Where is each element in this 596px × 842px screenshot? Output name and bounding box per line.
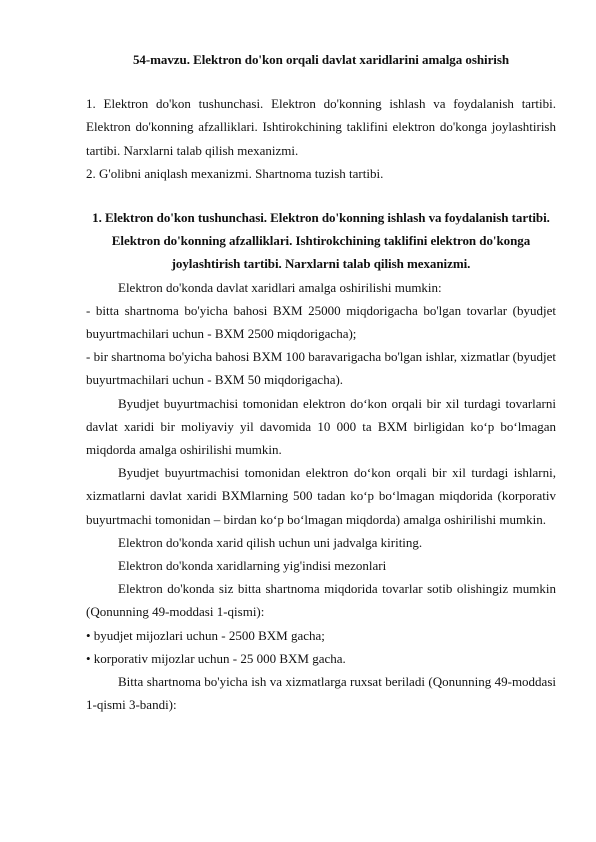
paragraph-schedule: Elektron do'konda xarid qilish uchun uni jadvalga kiriting. (118, 534, 423, 550)
bullet-budget-clients: • byudjet mijozlari uchun - 2500 BXM gacha; (86, 627, 325, 643)
paragraph-criteria: Elektron do'konda xaridlarning yig'indisi mezonlari (118, 558, 387, 574)
paragraph-contract-goods: Elektron do'konda siz bitta shartnoma miqdorida tovarlar sotib olishingiz mumkin (Qonunning 49-moddasi 1-qismi): (86, 581, 556, 620)
paragraph-contract-works: Bitta shartnoma bo'yicha ish va xizmatlarga ruxsat beriladi (Qonunning 49-moddasi 1-qismi 3-bandi): (86, 674, 556, 713)
paragraph-dash-works: - bir shartnoma bo'yicha bahosi BXM 100 baravarigacha bo'lgan ishlar, xizmatlar (byudjet buyurtmachilari uchun - BXM 50 miqdorigacha). (86, 349, 556, 388)
paragraph-goods-limit: Byudjet buyurtmachisi tomonidan elektron do‘kon orqali bir xil turdagi tovarlarni davlat xaridi bir moliyaviy yil davomida 10 000 ta BXM birligidan ko‘p bo‘lmagan miqdorda amalga oshirilishi mumkin. (86, 395, 556, 458)
section-heading: 1. Elektron do'kon tushunchasi. Elektron do'konning ishlash va foydalanish tartibi. Elektron do'konning afzalliklari. Ishtirokchining taklifini elektron do'konga joylashtirish tartibi. Narxlarni talab qilish mexanizmi. (92, 210, 550, 272)
outline-item-2: 2. G'olibni aniqlash mexanizmi. Shartnoma tuzish tartibi. (86, 165, 384, 181)
document-page (86, 48, 556, 716)
outline-item-1: 1. Elektron do'kon tushunchasi. Elektron do'konning ishlash va foydalanish tartibi. Elektron do'konning afzalliklari. Ishtirokchining taklifini elektron do'konga joylashtirish tartibi. Narxlarni talab qilish mexanizmi. (86, 96, 556, 158)
spacer (86, 185, 556, 206)
paragraph-works-limit: Byudjet buyurtmachisi tomonidan elektron do‘kon orqali bir xil turdagi ishlarni, xizmatlarni davlat xaridi BXMlarning 500 tadan ko‘p bo‘lmagan miqdorida (korporativ buyurtmachi tomonidan – birdan ko‘p bo‘lmagan miqdorda) amalga oshirilishi mumkin. (86, 465, 556, 527)
paragraph-dash-goods: - bitta shartnoma bo'yicha bahosi BXM 25000 miqdorigacha bo'lgan tovarlar (byudjet buyurtmachilari uchun - BXM 2500 miqdorigacha); (86, 302, 556, 342)
paragraph-intro: Elektron do'konda davlat xaridlari amalga oshirilishi mumkin: (118, 279, 442, 295)
bullet-corporate-clients: • korporativ mijozlar uchun - 25 000 BXM gacha. (86, 650, 346, 666)
document-title: 54-mavzu. Elektron do'kon orqali davlat xaridlarini amalga oshirish (132, 52, 510, 67)
